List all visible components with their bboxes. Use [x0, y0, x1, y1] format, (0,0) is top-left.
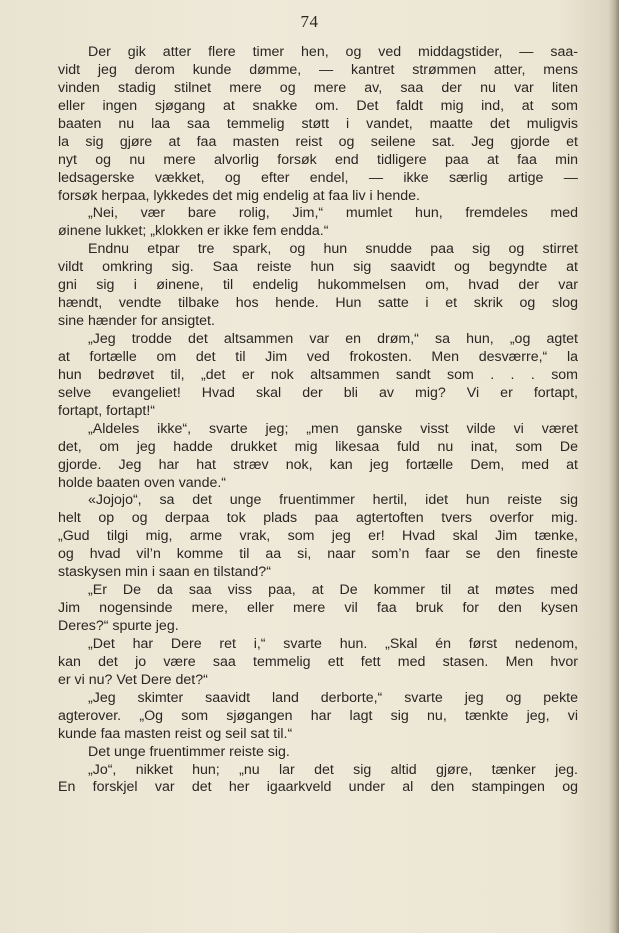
text-line: „Er De da saa viss paa, at De kommer til at møtes med	[88, 582, 578, 599]
text-line: eller ingen sjøgang at snakke om. Det faldt mig ind, at som	[58, 97, 578, 114]
text-line: selve evangeliet! Hvad skal der bli av mig? Vi er fortapt,	[58, 384, 578, 401]
text-line: fortapt, fortapt!“	[58, 402, 155, 419]
text-line: „Nei, vær bare rolig, Jim,“ mumlet hun, fremdeles med	[88, 205, 578, 222]
body-text	[58, 44, 578, 797]
text-line: «Jojojo“, sa det unge fruentimmer hertil, idet hun reiste sig	[88, 492, 578, 509]
text-line: ledsagerske vækket, og efter endel, — ikke særlig artige —	[58, 169, 578, 186]
text-line: forsøk herpaa, lykkedes det mig endelig at faa liv i hende.	[58, 187, 420, 204]
text-line: sine hænder for ansigtet.	[58, 313, 215, 330]
text-line: holde baaten oven vande.“	[58, 474, 227, 491]
text-line: agterover. „Og som sjøgangen har lagt sig nu, tænkte jeg, vi	[58, 707, 578, 724]
text-line: Der gik atter flere timer hen, og ved middagstider, — saa-	[88, 44, 578, 60]
text-line: helt op og derpaa tok plads paa agtertoften tvers overfor mig.	[58, 510, 578, 527]
text-line: En forskjel var det her igaarkveld under al den stampingen og	[58, 779, 578, 796]
text-line: staskysen min i saan en tilstand?“	[58, 564, 271, 581]
text-line: vidt jeg derom kunde dømme, — kantret strømmen atter, mens	[58, 61, 578, 78]
text-line: hun bedrøvet til, „det er nok altsammen sandt som . . . som	[58, 366, 578, 383]
text-line: kan det jo være saa temmelig ett fett med stasen. Men hvor	[58, 653, 578, 670]
text-line: „Det har Dere ret i,“ svarte hun. „Skal én først nedenom,	[88, 635, 578, 652]
text-line: gni sig i øinene, til endelig hukommelsen om, hvad der var	[58, 277, 578, 294]
text-line: „Gud tilgi mig, arme vrak, som jeg er! Hvad skal Jim tænke,	[58, 528, 578, 545]
page-edge-shadow	[609, 0, 619, 933]
text-line: kunde faa masten reist og seil sat til.“	[58, 725, 293, 742]
text-line: øinene lukket; „klokken er ikke fem endda.“	[58, 223, 329, 240]
text-line: det, om jeg hadde drukket mig likesaa fuld nu inat, som De	[58, 438, 578, 455]
text-line: baaten nu laa saa temmelig støtt i vandet, maatte det muligvis	[58, 115, 578, 132]
text-line: „Jeg trodde det altsammen var en drøm,“ sa hun, „og agtet	[88, 331, 578, 347]
text-line: Endnu etpar tre spark, og hun snudde paa sig og stirret	[88, 241, 578, 258]
text-line: „Jo“, nikket hun; „nu lar det sig altid gjøre, tænker jeg.	[88, 761, 578, 778]
text-line: vinden stadig stilnet mere og mere av, saa der nu var liten	[58, 79, 578, 96]
text-line: Det unge fruentimmer reiste sig.	[88, 743, 290, 760]
page-number: 74	[300, 12, 319, 31]
text-line: Deres?“ spurte jeg.	[58, 618, 179, 634]
text-line: og hvad vil’n komme til aa si, naar som’n faar se den fineste	[58, 546, 578, 563]
text-line: la sig gjøre at faa masten reist og seilene sat. Jeg gjorde et	[58, 133, 578, 150]
text-line: „Aldeles ikke“, svarte jeg; „men ganske visst vilde vi været	[88, 420, 578, 437]
text-line: Jim nogensinde mere, eller mere vil faa bruk for den kysen	[58, 600, 578, 617]
text-line: hændt, vendte tilbake hos hende. Hun satte i et skrik og slog	[58, 295, 578, 312]
text-line: nyt og nu mere alvorlig forsøk end tidligere paa at faa min	[58, 151, 578, 168]
text-line: „Jeg skimter saavidt land derborte,“ svarte jeg og pekte	[88, 689, 578, 706]
text-line: at fortælle om det til Jim ved frokosten. Men desværre,“ la	[58, 348, 578, 365]
text-line: vildt omkring sig. Saa reiste hun sig saavidt og begyndte at	[58, 259, 578, 276]
text-line: er vi nu? Vet Dere det?“	[58, 671, 208, 688]
text-line: gjorde. Jeg har hat stræv nok, kan jeg fortælle Dem, med at	[58, 456, 578, 473]
